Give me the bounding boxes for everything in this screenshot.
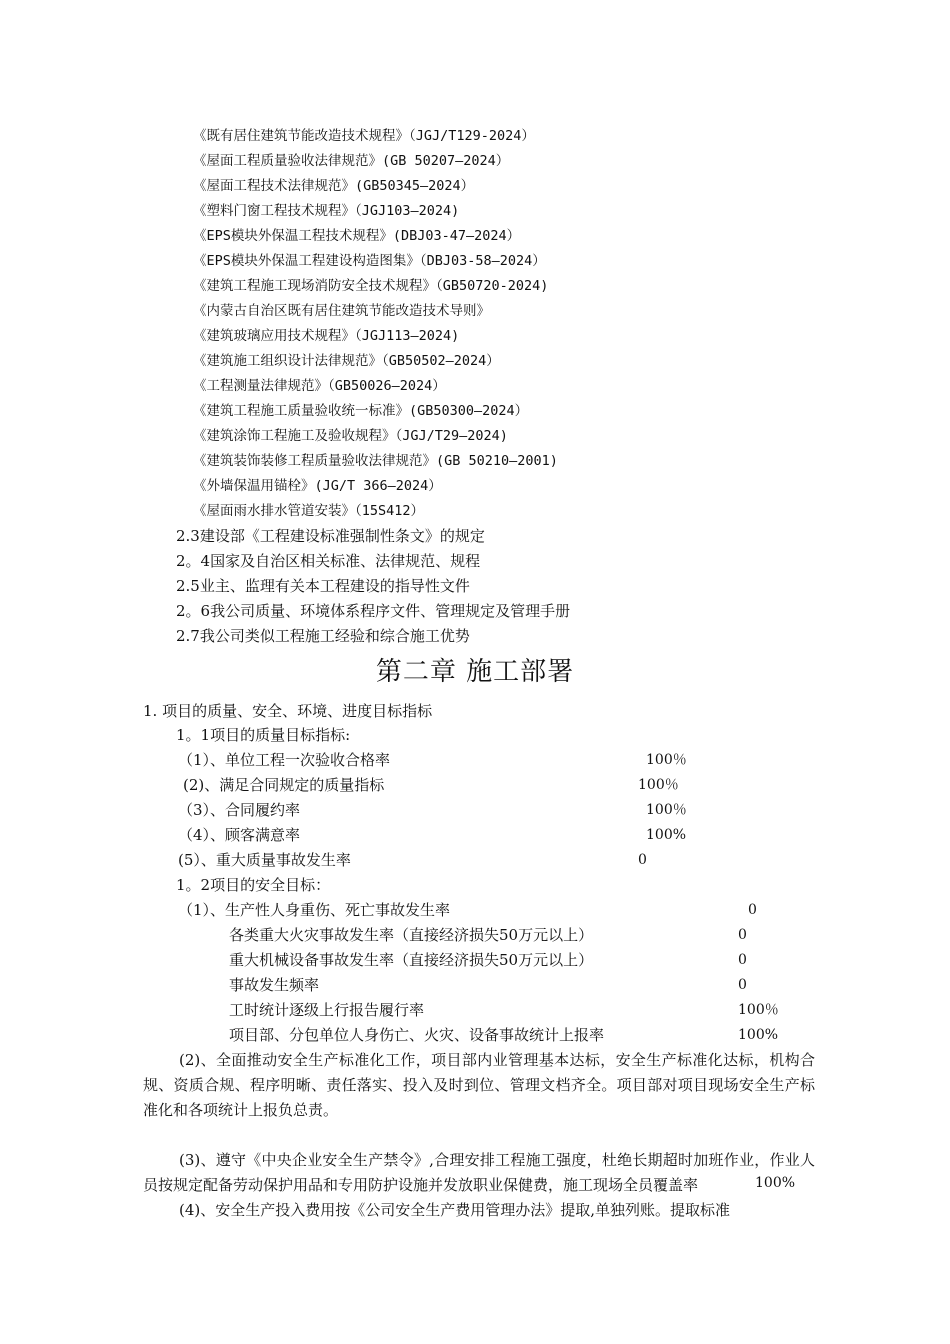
safety-row-label: （1）、生产性人身重伤、死亡事故发生率 <box>178 901 451 919</box>
quality-heading: 1。1项目的质量目标指标: <box>176 726 351 744</box>
safety-row-value: 100% <box>738 1027 779 1043</box>
safety-paragraph-3 <box>143 1148 815 1198</box>
standard-item: 《EPS模块外保温工程建设构造图集》（DBJ03-58—2024） <box>193 253 546 269</box>
quality-row-value: 100% <box>646 827 687 843</box>
safety-paragraph-2 <box>143 1048 815 1123</box>
standard-item: 《建筑施工组织设计法律规范》（GB50502—2024） <box>193 353 500 369</box>
standard-item: 《EPS模块外保温工程技术规程》(DBJ03-47—2024） <box>193 228 521 244</box>
standard-item: 《屋面工程质量验收法律规范》(GB 50207—2024） <box>193 153 510 169</box>
standard-item: 《建筑工程施工现场消防安全技术规程》（GB50720-2024) <box>193 278 549 294</box>
quality-row-label: （4）、顾客满意率 <box>178 826 301 844</box>
standard-item: 《建筑涂饰工程施工及验收规程》（JGJ/T29—2024) <box>193 428 508 444</box>
basis-item: 2。6我公司质量、环境体系程序文件、管理规定及管理手册 <box>176 602 571 620</box>
quality-row-value: 100％ <box>646 752 687 768</box>
basis-item: 2.5业主、监理有关本工程建设的指导性文件 <box>176 577 470 595</box>
quality-row-value: 100％ <box>646 802 687 818</box>
paragraph-text: (3)、遵守《中央企业安全生产禁令》,合理安排工程施工强度，杜绝长期超时加班作业，作业人员按规定配备劳动保护用品和专用防护设施并发放职业保健费，施工现场全员覆盖率 <box>143 1151 815 1194</box>
paragraph-text: (4)、安全生产投入费用按《公司安全生产费用管理办法》提取,单独列账。提取标准 <box>179 1201 731 1219</box>
safety-row-label: 项目部、分包单位人身伤亡、火灾、设备事故统计上报率 <box>229 1026 605 1044</box>
standard-item: 《内蒙古自治区既有居住建筑节能改造技术导则》 <box>193 303 490 319</box>
basis-item: 2.7我公司类似工程施工经验和综合施工优势 <box>176 627 470 645</box>
standard-item: 《工程测量法律规范》（GB50026—2024） <box>193 378 446 394</box>
quality-row-label: (5）、重大质量事故发生率 <box>178 851 351 869</box>
coverage-rate-value: 100% <box>755 1175 796 1191</box>
safety-heading: 1。2项目的安全目标： <box>176 876 331 894</box>
safety-row-label: 重大机械设备事故发生率（直接经济损失50万元以上） <box>229 951 594 969</box>
standard-item: 《建筑装饰装修工程质量验收法律规范》(GB 50210—2001) <box>193 453 558 469</box>
safety-row-value: 100％ <box>738 1002 779 1018</box>
standard-item: 《既有居住建筑节能改造技术规程》（JGJ/T129-2024） <box>193 128 535 144</box>
standard-item: 《屋面工程技术法律规范》(GB50345—2024） <box>193 178 475 194</box>
quality-row-value: 100％ <box>638 777 679 793</box>
safety-paragraph-4 <box>143 1198 815 1223</box>
quality-row-label: （3）、合同履约率 <box>178 801 301 819</box>
standard-item: 《塑料门窗工程技术规程》（JGJ103—2024) <box>193 203 460 219</box>
standard-item: 《建筑工程施工质量验收统一标准》(GB50300—2024） <box>193 403 529 419</box>
chapter-title: 第二章 施工部署 <box>375 657 575 687</box>
safety-row-value: 0 <box>738 952 747 968</box>
safety-row-value: 0 <box>738 927 747 943</box>
safety-row-value: 0 <box>748 902 757 918</box>
quality-row-label: (2)、满足合同规定的质量指标 <box>183 776 385 794</box>
quality-row-value: 0 <box>638 852 647 868</box>
basis-item: 2.3建设部《工程建设标准强制性条文》的规定 <box>176 527 485 545</box>
standard-item: 《外墙保温用锚栓》(JG/T 366—2024） <box>193 478 442 494</box>
safety-row-label: 事故发生频率 <box>229 976 320 994</box>
safety-row-value: 0 <box>738 977 747 993</box>
paragraph-text: (2)、全面推动安全生产标准化工作，项目部内业管理基本达标，安全生产标准化达标，机构合规、资质合规、程序明晰、责任落实、投入及时到位、管理文档齐全。项目部对项目现场安全生产标准化和各项统计上报负总责。 <box>143 1051 815 1119</box>
section-title: 1. 项目的质量、安全、环境、进度目标指标 <box>143 702 433 720</box>
standard-item: 《屋面雨水排水管道安装》（15S412） <box>193 503 425 519</box>
standard-item: 《建筑玻璃应用技术规程》（JGJ113—2024) <box>193 328 460 344</box>
safety-row-label: 各类重大火灾事故发生率（直接经济损失50万元以上） <box>229 926 594 944</box>
safety-row-label: 工时统计逐级上行报告履行率 <box>229 1001 425 1019</box>
quality-row-label: （1）、单位工程一次验收合格率 <box>178 751 391 769</box>
basis-item: 2。4国家及自治区相关标准、法律规范、规程 <box>176 552 481 570</box>
